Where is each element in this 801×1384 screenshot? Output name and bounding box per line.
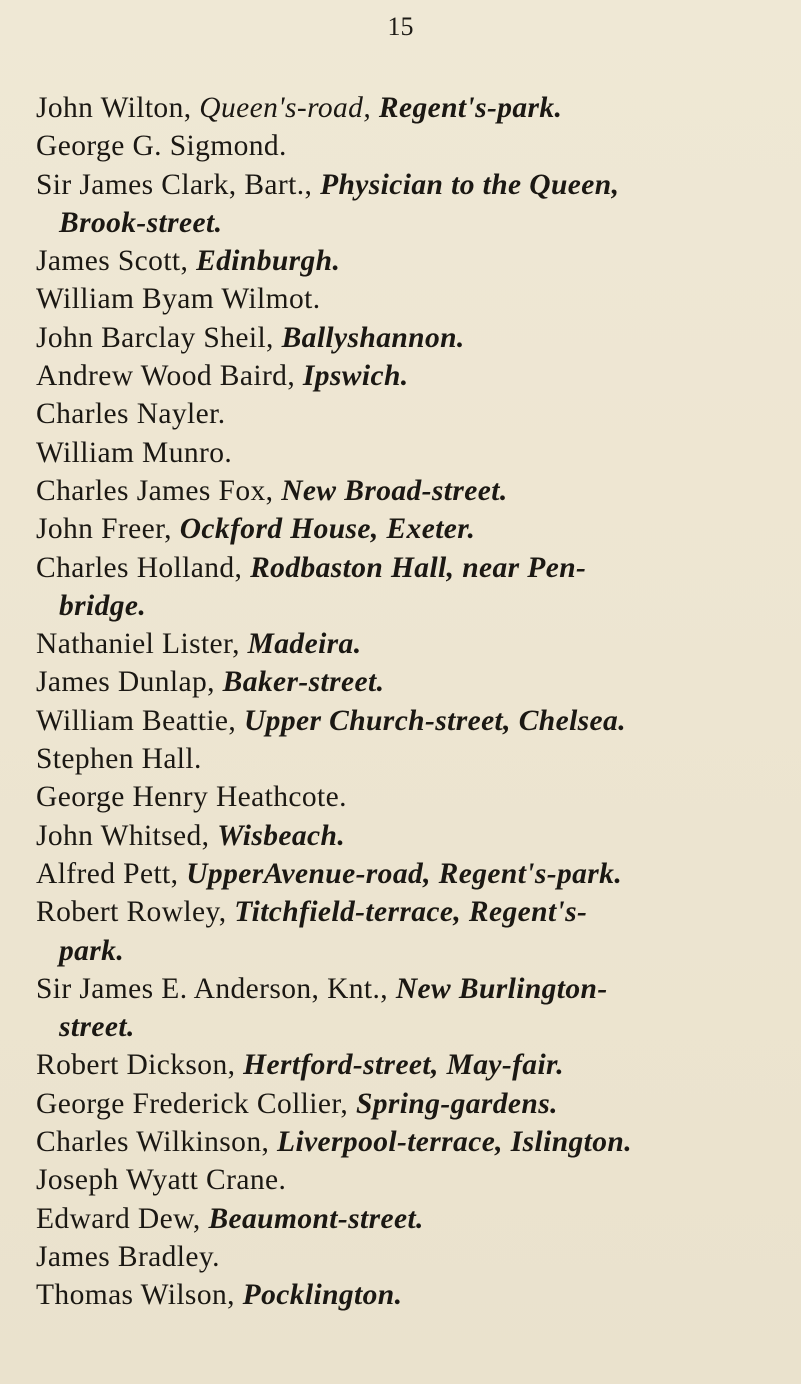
member-address: Liverpool-terrace, Islington. [277,1126,632,1159]
member-address-continuation: street. [59,1011,135,1044]
member-address: Ipswich. [302,360,409,393]
member-address: Ballyshannon. [281,321,465,354]
member-address: Edinburgh. [196,245,341,278]
member-address-continuation: bridge. [59,589,147,622]
member-name: George Henry Heathcote. [36,781,347,814]
member-name: George Frederick Collier, [36,1087,356,1120]
member-address: Upper Church-street, Chelsea. [243,704,626,737]
member-name: Charles Wilkinson, [36,1126,278,1159]
member-address: Beaumont-street. [208,1202,424,1235]
member-address: UpperAvenue-road, Regent's-park. [186,857,623,890]
member-name: William Munro. [36,436,233,469]
list-item [36,127,786,165]
list-item [36,970,786,1047]
member-name: Andrew Wood Baird, [36,360,303,393]
list-item [36,472,786,510]
member-name: James Scott, [36,245,197,278]
member-name: Sir James E. Anderson, Knt., [36,972,396,1005]
member-address: Rodbaston Hall, near Pen- [250,551,587,584]
list-item [36,280,786,318]
member-name: James Dunlap, [36,666,223,699]
list-item [36,549,786,626]
member-name: Robert Rowley, [36,896,235,929]
member-address: Baker-street. [222,666,385,699]
list-item [36,1276,786,1314]
member-name: Robert Dickson, [36,1049,244,1082]
list-item [36,89,786,127]
member-name: James Bradley. [36,1240,220,1273]
list-item [36,702,786,740]
member-address: New Broad-street. [281,474,508,507]
member-address: Pocklington. [242,1279,403,1312]
member-name: Nathaniel Lister, [36,628,248,661]
member-name: Charles James Fox, [36,474,282,507]
list-item [36,1046,786,1084]
member-name: George G. Sigmond. [36,130,287,163]
member-address: Regent's-park. [378,92,563,124]
member-name: John Freer, [36,513,180,546]
member-name: William Byam Wilmot. [36,283,321,316]
list-item [36,434,786,472]
member-name: John Wilton, [36,92,200,124]
list-item [36,357,786,395]
list-item [36,1123,786,1161]
member-address: Physician to the Queen, [320,168,620,201]
list-item [36,242,786,280]
list-item [36,663,786,701]
member-name: William Beattie, [36,704,244,737]
list-item [36,893,786,970]
member-name: Edward Dew, [36,1202,209,1235]
member-address: Spring-gardens. [355,1087,558,1120]
member-address-continuation: park. [59,934,125,967]
member-name: Alfred Pett, [36,857,187,890]
member-name: Charles Nayler. [36,398,226,431]
list-item [36,1200,786,1238]
member-address: New Burlington- [395,972,608,1005]
member-address: Queen's-road, [199,92,379,124]
list-item [36,625,786,663]
member-address: Ockford House, Exeter. [179,513,476,546]
member-name: Stephen Hall. [36,743,202,776]
member-address: Wisbeach. [217,819,346,852]
page-number: 15 [387,12,414,41]
member-name: John Whitsed, [36,819,218,852]
list-item [36,510,786,548]
member-name: Joseph Wyatt Crane. [36,1164,287,1197]
member-address: Madeira. [247,628,362,661]
member-name: Charles Holland, [36,551,251,584]
member-address: Hertford-street, May-fair. [243,1049,565,1082]
member-address-continuation: Brook-street. [59,206,223,239]
list-item [36,319,786,357]
list-item [36,395,786,433]
list-item [36,740,786,778]
list-item [36,166,786,243]
list-item [36,1238,786,1276]
member-list [36,89,786,1315]
member-name: Sir James Clark, Bart., [36,168,321,201]
list-item [36,1085,786,1123]
list-item [36,778,786,816]
member-name: Thomas Wilson, [36,1279,243,1312]
list-item [36,817,786,855]
member-address: Titchfield-terrace, Regent's- [234,896,588,929]
member-name: John Barclay Sheil, [36,321,282,354]
list-item [36,855,786,893]
list-item [36,1161,786,1199]
